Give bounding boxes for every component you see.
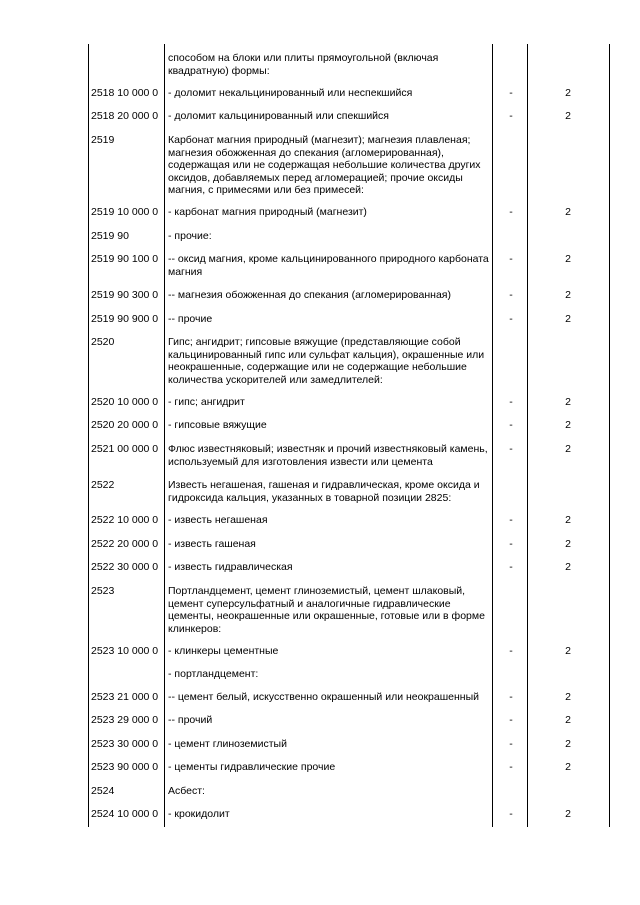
commodity-code: 2522 20 000 0 [91,538,159,550]
column-divider [609,44,610,827]
unit-cell: - [509,761,513,773]
duty-rate-cell: 2 [565,738,571,750]
commodity-code: 2524 [91,785,115,797]
commodity-description: - клинкеры цементные [168,645,279,657]
commodity-description: - прочие: [168,230,212,242]
duty-rate-cell: 2 [565,561,571,573]
unit-cell: - [509,419,513,431]
duty-rate-cell: 2 [565,289,571,301]
unit-cell: - [509,645,513,657]
unit-cell: - [509,289,513,301]
duty-rate-cell: 2 [565,313,571,325]
commodity-code: 2524 10 000 0 [91,808,159,820]
commodity-description: Карбонат магния природный (магнезит); магнезия плавленая; магнезия обожженная до спекания (агломерированная), содержащая или не содержащая небольшие количества других оксидов, добавляемых перед агломерацией; прочие оксиды магния, с примесями или без примесей: [168,134,481,196]
duty-rate-cell: 2 [565,206,571,218]
commodity-code: 2520 10 000 0 [91,396,159,408]
commodity-code: 2519 90 [91,230,129,242]
commodity-description: - доломит кальцинированный или спекшийся [168,110,389,122]
unit-cell: - [509,538,513,550]
duty-rate-cell: 2 [565,87,571,99]
unit-cell: - [509,561,513,573]
duty-rate-cell: 2 [565,419,571,431]
column-divider [492,44,493,827]
commodity-description: - цемент глиноземистый [168,738,287,750]
commodity-description: - известь гашеная [168,538,256,550]
unit-cell: - [509,253,513,265]
commodity-code: 2523 29 000 0 [91,714,159,726]
commodity-code: 2523 30 000 0 [91,738,159,750]
commodity-description: -- прочие [168,313,213,325]
commodity-code: 2522 10 000 0 [91,514,159,526]
commodity-code: 2522 30 000 0 [91,561,159,573]
unit-cell: - [509,110,513,122]
commodity-description: - гипсовые вяжущие [168,419,267,431]
commodity-description: Асбест: [168,785,205,797]
commodity-description: - цементы гидравлические прочие [168,761,336,773]
duty-rate-cell: 2 [565,761,571,773]
column-divider [164,44,165,827]
commodity-description: Известь негашеная, гашеная и гидравлическая, кроме оксида и гидроксида кальция, указанных в товарной позиции 2825: [168,479,480,504]
duty-rate-cell: 2 [565,538,571,550]
unit-cell: - [509,714,513,726]
commodity-code: 2523 21 000 0 [91,691,159,703]
commodity-code: 2518 20 000 0 [91,110,159,122]
commodity-description: - доломит некальцинированный или неспекшийся [168,87,413,99]
duty-rate-cell: 2 [565,691,571,703]
duty-rate-cell: 2 [565,253,571,265]
commodity-code: 2519 90 100 0 [91,253,159,265]
commodity-code: 2519 90 900 0 [91,313,159,325]
commodity-description: Флюс известняковый; известняк и прочий известняковый камень, используемый для изготовления извести или цемента [168,443,488,468]
commodity-description: -- цемент белый, искусственно окрашенный или неокрашенный [168,691,480,703]
commodity-code: 2520 [91,336,115,348]
commodity-code: 2519 10 000 0 [91,206,159,218]
column-divider [88,44,89,827]
unit-cell: - [509,808,513,820]
commodity-code: 2519 90 300 0 [91,289,159,301]
commodity-code: 2523 90 000 0 [91,761,159,773]
commodity-description: - карбонат магния природный (магнезит) [168,206,367,218]
duty-rate-cell: 2 [565,396,571,408]
commodity-description: Портландцемент, цемент глиноземистый, цемент шлаковый, цемент суперсульфатный и аналогичные гидравлические цементы, неокрашенные или окрашенные, готовые или в форме клинкеров: [168,585,485,635]
duty-rate-cell: 2 [565,808,571,820]
duty-rate-cell: 2 [565,514,571,526]
unit-cell: - [509,87,513,99]
duty-rate-cell: 2 [565,443,571,455]
commodity-description: способом на блоки или плиты прямоугольной (включая квадратную) формы: [168,52,439,77]
commodity-description: - известь гидравлическая [168,561,293,573]
commodity-code: 2522 [91,479,115,491]
commodity-code: 2523 [91,585,115,597]
commodity-description: Гипс; ангидрит; гипсовые вяжущие (представляющие собой кальцинированный гипс или сульфат кальция), окрашенные или неокрашенные, содержащие или не содержащие небольшие количества ускорителей или замедлителей: [168,336,485,386]
duty-rate-cell: 2 [565,645,571,657]
commodity-description: -- оксид магния, кроме кальцинированного природного карбоната магния [168,253,489,278]
commodity-description: - гипс; ангидрит [168,396,245,408]
unit-cell: - [509,396,513,408]
commodity-description: -- магнезия обожженная до спекания (агломерированная) [168,289,451,301]
unit-cell: - [509,443,513,455]
unit-cell: - [509,206,513,218]
commodity-code: 2521 00 000 0 [91,443,159,455]
unit-cell: - [509,514,513,526]
column-divider [527,44,528,827]
unit-cell: - [509,738,513,750]
commodity-description: - портландцемент: [168,668,259,680]
commodity-code: 2518 10 000 0 [91,87,159,99]
unit-cell: - [509,313,513,325]
commodity-description: -- прочий [168,714,213,726]
commodity-description: - крокидолит [168,808,230,820]
unit-cell: - [509,691,513,703]
duty-rate-cell: 2 [565,110,571,122]
duty-rate-cell: 2 [565,714,571,726]
commodity-code: 2519 [91,134,115,146]
commodity-description: - известь негашеная [168,514,268,526]
commodity-code: 2523 10 000 0 [91,645,159,657]
commodity-code: 2520 20 000 0 [91,419,159,431]
